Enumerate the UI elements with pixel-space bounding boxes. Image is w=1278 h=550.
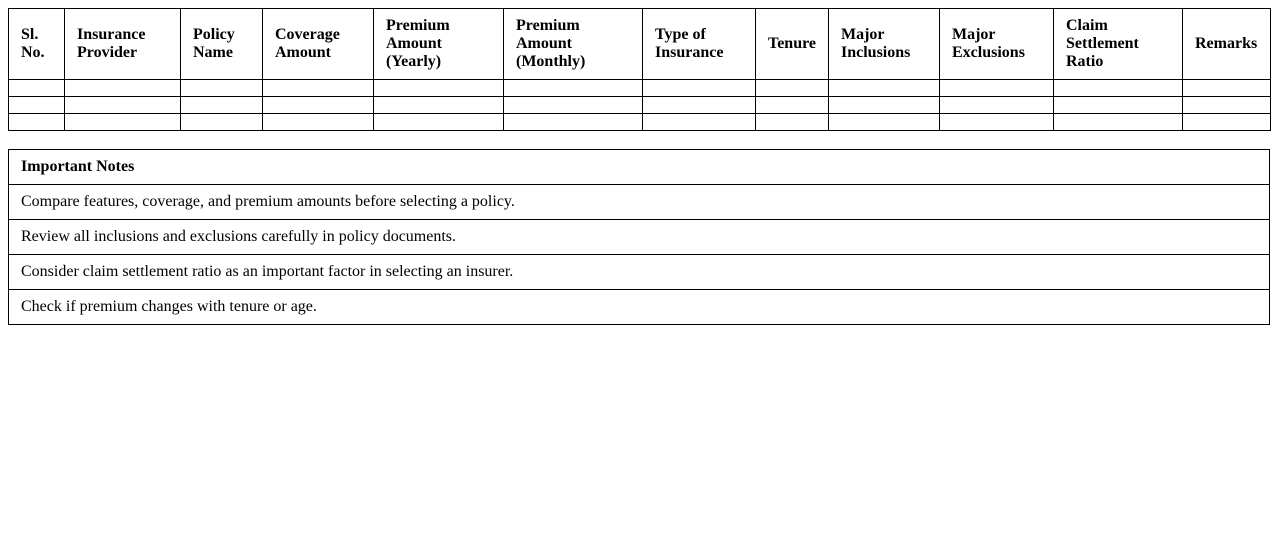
table-cell bbox=[829, 114, 940, 131]
table-cell bbox=[643, 80, 756, 97]
table-cell bbox=[263, 114, 374, 131]
table-cell bbox=[374, 97, 504, 114]
header-coverage-amount: Coverage Amount bbox=[263, 9, 374, 80]
table-cell bbox=[829, 80, 940, 97]
table-cell bbox=[940, 97, 1054, 114]
table-cell bbox=[1054, 97, 1183, 114]
table-cell bbox=[263, 80, 374, 97]
table-cell bbox=[940, 80, 1054, 97]
note-item: Check if premium changes with tenure or age. bbox=[9, 290, 1270, 325]
table-cell bbox=[1183, 114, 1271, 131]
table-cell bbox=[263, 97, 374, 114]
table-row bbox=[9, 80, 1271, 97]
table-row bbox=[9, 97, 1271, 114]
table-cell bbox=[374, 114, 504, 131]
table-cell bbox=[9, 97, 65, 114]
header-insurance-provider: Insurance Provider bbox=[65, 9, 181, 80]
important-notes-table bbox=[8, 149, 1270, 325]
table-cell bbox=[1183, 97, 1271, 114]
note-item: Consider claim settlement ratio as an important factor in selecting an insurer. bbox=[9, 255, 1270, 290]
header-major-inclusions: Major Inclusions bbox=[829, 9, 940, 80]
insurance-comparison-table bbox=[8, 8, 1271, 131]
document-body bbox=[8, 8, 1270, 325]
header-type-of-insurance: Type of Insurance bbox=[643, 9, 756, 80]
note-item: Review all inclusions and exclusions carefully in policy documents. bbox=[9, 220, 1270, 255]
table-cell bbox=[181, 80, 263, 97]
table-cell bbox=[1054, 80, 1183, 97]
table-cell bbox=[643, 114, 756, 131]
note-item: Compare features, coverage, and premium amounts before selecting a policy. bbox=[9, 185, 1270, 220]
table-cell bbox=[940, 114, 1054, 131]
table-cell bbox=[756, 97, 829, 114]
header-tenure: Tenure bbox=[756, 9, 829, 80]
table-cell bbox=[1054, 114, 1183, 131]
table-cell bbox=[504, 80, 643, 97]
table-header-row bbox=[9, 9, 1271, 80]
table-cell bbox=[65, 80, 181, 97]
notes-header-row bbox=[9, 150, 1270, 185]
table-row bbox=[9, 114, 1271, 131]
table-cell bbox=[181, 97, 263, 114]
header-major-exclusions: Major Exclusions bbox=[940, 9, 1054, 80]
table-cell bbox=[181, 114, 263, 131]
table-cell bbox=[643, 97, 756, 114]
header-claim-settlement-ratio: Claim Settlement Ratio bbox=[1054, 9, 1183, 80]
table-cell bbox=[374, 80, 504, 97]
notes-row bbox=[9, 220, 1270, 255]
notes-row bbox=[9, 255, 1270, 290]
notes-row bbox=[9, 290, 1270, 325]
table-cell bbox=[1183, 80, 1271, 97]
table-cell bbox=[9, 114, 65, 131]
header-policy-name: Policy Name bbox=[181, 9, 263, 80]
header-remarks: Remarks bbox=[1183, 9, 1271, 80]
table-cell bbox=[756, 80, 829, 97]
table-cell bbox=[9, 80, 65, 97]
header-premium-yearly: Premium Amount (Yearly) bbox=[374, 9, 504, 80]
header-sl-no: Sl. No. bbox=[9, 9, 65, 80]
notes-title: Important Notes bbox=[9, 150, 1270, 185]
table-cell bbox=[65, 97, 181, 114]
table-cell bbox=[756, 114, 829, 131]
table-cell bbox=[65, 114, 181, 131]
notes-row bbox=[9, 185, 1270, 220]
header-premium-monthly: Premium Amount (Monthly) bbox=[504, 9, 643, 80]
table-cell bbox=[829, 97, 940, 114]
table-cell bbox=[504, 97, 643, 114]
table-cell bbox=[504, 114, 643, 131]
